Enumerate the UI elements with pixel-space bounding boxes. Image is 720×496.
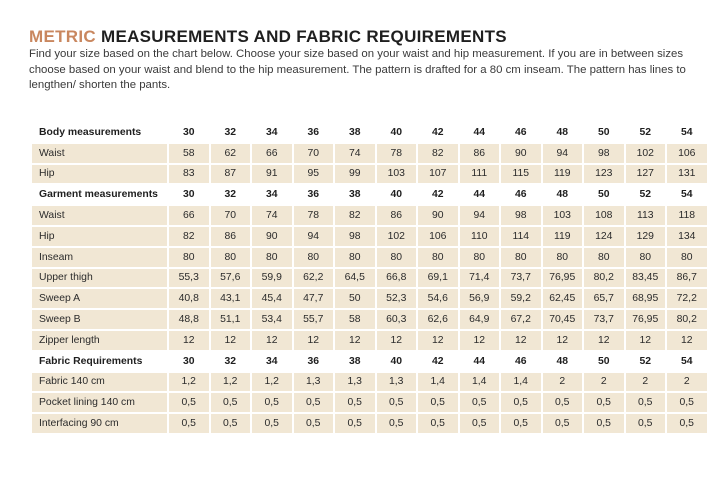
- value-cell: 0,5: [211, 414, 251, 433]
- size-header-cell: 52: [639, 126, 652, 138]
- value-cell: 62: [211, 144, 251, 163]
- size-header-cell: 48: [556, 189, 569, 201]
- value-cell: 98: [335, 227, 375, 246]
- row-label: Inseam: [32, 248, 167, 267]
- value-cell: 12: [252, 331, 292, 350]
- value-cell: 40,8: [169, 289, 209, 308]
- size-header-cell: 46: [514, 189, 527, 201]
- value-cell: 67,2: [501, 310, 541, 329]
- section-header-garment-measurements: [32, 185, 707, 204]
- row-label: Zipper length: [32, 331, 167, 350]
- value-cell: 123: [584, 165, 624, 184]
- value-cell: 1,3: [377, 373, 417, 392]
- value-cell: 103: [377, 165, 417, 184]
- value-cell: 76,95: [543, 269, 583, 288]
- value-cell: 0,5: [335, 393, 375, 412]
- value-cell: 66: [169, 206, 209, 225]
- value-cell: 58: [335, 310, 375, 329]
- row-label: Upper thigh: [32, 269, 167, 288]
- value-cell: 129: [626, 227, 666, 246]
- table-row: [32, 414, 707, 433]
- value-cell: 0,5: [252, 393, 292, 412]
- section-header-fabric-requirements: [32, 352, 707, 371]
- size-header-cell: 44: [473, 189, 486, 201]
- value-cell: 80: [169, 248, 209, 267]
- value-cell: 98: [584, 144, 624, 163]
- value-cell: 80: [584, 248, 624, 267]
- value-cell: 66,8: [377, 269, 417, 288]
- value-cell: 113: [626, 206, 666, 225]
- value-cell: 45,4: [252, 289, 292, 308]
- row-label: Hip: [32, 165, 167, 184]
- row-label: Sweep A: [32, 289, 167, 308]
- size-header-cell: 36: [307, 355, 320, 367]
- value-cell: 0,5: [543, 414, 583, 433]
- value-cell: 62,2: [294, 269, 334, 288]
- value-cell: 98: [501, 206, 541, 225]
- value-cell: 0,5: [294, 393, 334, 412]
- size-header-cell: 54: [680, 355, 693, 367]
- size-header-cell: 30: [182, 189, 195, 201]
- size-header-cell: 42: [431, 355, 444, 367]
- row-label: Sweep B: [32, 310, 167, 329]
- value-cell: 65,7: [584, 289, 624, 308]
- value-cell: 1,4: [460, 373, 500, 392]
- value-cell: 51,1: [211, 310, 251, 329]
- value-cell: 55,3: [169, 269, 209, 288]
- value-cell: 1,2: [211, 373, 251, 392]
- size-header-cell: 38: [348, 355, 361, 367]
- value-cell: 80: [543, 248, 583, 267]
- size-header-cell: 36: [307, 126, 320, 138]
- page-title: [29, 27, 507, 47]
- value-cell: 56,9: [460, 289, 500, 308]
- table-row: [32, 331, 707, 350]
- value-cell: 107: [418, 165, 458, 184]
- size-header-cell: 30: [182, 126, 195, 138]
- size-header-cell: 30: [182, 355, 195, 367]
- value-cell: 50: [335, 289, 375, 308]
- value-cell: 82: [335, 206, 375, 225]
- value-cell: 99: [335, 165, 375, 184]
- value-cell: 106: [667, 144, 707, 163]
- value-cell: 0,5: [335, 414, 375, 433]
- value-cell: 0,5: [211, 393, 251, 412]
- size-header-cell: 34: [265, 126, 278, 138]
- value-cell: 12: [584, 331, 624, 350]
- value-cell: 80: [501, 248, 541, 267]
- value-cell: 124: [584, 227, 624, 246]
- table-row: [32, 248, 707, 267]
- value-cell: 2: [626, 373, 666, 392]
- value-cell: 86: [211, 227, 251, 246]
- size-chart-table: [30, 121, 709, 435]
- size-header-cell: 42: [431, 189, 444, 201]
- table-row: [32, 144, 707, 163]
- value-cell: 60,3: [377, 310, 417, 329]
- value-cell: 64,9: [460, 310, 500, 329]
- value-cell: 83,45: [626, 269, 666, 288]
- value-cell: 94: [543, 144, 583, 163]
- value-cell: 0,5: [667, 414, 707, 433]
- size-header-cell: 46: [514, 355, 527, 367]
- row-label: Fabric 140 cm: [32, 373, 167, 392]
- size-header-cell: 38: [348, 189, 361, 201]
- value-cell: 12: [460, 331, 500, 350]
- value-cell: 106: [418, 227, 458, 246]
- size-header-cell: 32: [224, 126, 237, 138]
- value-cell: 80: [252, 248, 292, 267]
- value-cell: 80: [377, 248, 417, 267]
- value-cell: 0,5: [584, 393, 624, 412]
- table-row: [32, 206, 707, 225]
- row-label: Waist: [32, 206, 167, 225]
- value-cell: 72,2: [667, 289, 707, 308]
- value-cell: 119: [543, 165, 583, 184]
- value-cell: 80: [294, 248, 334, 267]
- value-cell: 102: [626, 144, 666, 163]
- value-cell: 12: [211, 331, 251, 350]
- value-cell: 90: [252, 227, 292, 246]
- value-cell: 71,4: [460, 269, 500, 288]
- size-header-cell: 52: [639, 189, 652, 201]
- value-cell: 12: [501, 331, 541, 350]
- value-cell: 94: [460, 206, 500, 225]
- value-cell: 54,6: [418, 289, 458, 308]
- table-row: [32, 310, 707, 329]
- value-cell: 78: [294, 206, 334, 225]
- table-row: [32, 269, 707, 288]
- section-title: Fabric Requirements: [39, 355, 143, 367]
- value-cell: 0,5: [252, 414, 292, 433]
- value-cell: 12: [543, 331, 583, 350]
- value-cell: 70: [294, 144, 334, 163]
- size-header-cell: 42: [431, 126, 444, 138]
- value-cell: 80: [335, 248, 375, 267]
- value-cell: 62,6: [418, 310, 458, 329]
- value-cell: 53,4: [252, 310, 292, 329]
- value-cell: 12: [626, 331, 666, 350]
- value-cell: 68,95: [626, 289, 666, 308]
- value-cell: 70,45: [543, 310, 583, 329]
- value-cell: 73,7: [501, 269, 541, 288]
- title-accent: METRIC: [29, 27, 96, 46]
- value-cell: 62,45: [543, 289, 583, 308]
- value-cell: 1,4: [501, 373, 541, 392]
- section-title: Body measurements: [39, 126, 142, 138]
- value-cell: 115: [501, 165, 541, 184]
- table-row: [32, 373, 707, 392]
- size-header-cell: 36: [307, 189, 320, 201]
- row-label: Hip: [32, 227, 167, 246]
- value-cell: 55,7: [294, 310, 334, 329]
- value-cell: 111: [460, 165, 500, 184]
- section-header-body-measurements: [32, 123, 707, 142]
- table-row: [32, 165, 707, 184]
- value-cell: 0,5: [543, 393, 583, 412]
- value-cell: 80: [211, 248, 251, 267]
- value-cell: 76,95: [626, 310, 666, 329]
- value-cell: 58: [169, 144, 209, 163]
- value-cell: 0,5: [377, 414, 417, 433]
- value-cell: 90: [418, 206, 458, 225]
- value-cell: 57,6: [211, 269, 251, 288]
- value-cell: 131: [667, 165, 707, 184]
- value-cell: 73,7: [584, 310, 624, 329]
- value-cell: 1,4: [418, 373, 458, 392]
- size-header-cell: 40: [390, 126, 403, 138]
- intro-text: Find your size based on the chart below. Choose your size based on your waist and hip measurement. If you are in between sizes choose based on your waist and blend to the hip measurement. The pattern is drafted for a 80 cm inseam. The pattern has lines to lengthen/ shorten the pants.: [29, 48, 686, 91]
- value-cell: 0,5: [501, 393, 541, 412]
- value-cell: 82: [418, 144, 458, 163]
- value-cell: 0,5: [667, 393, 707, 412]
- value-cell: 70: [211, 206, 251, 225]
- value-cell: 2: [584, 373, 624, 392]
- value-cell: 114: [501, 227, 541, 246]
- value-cell: 48,8: [169, 310, 209, 329]
- size-header-cell: 32: [224, 355, 237, 367]
- size-header-cell: 40: [390, 189, 403, 201]
- table-row: [32, 393, 707, 412]
- value-cell: 134: [667, 227, 707, 246]
- size-header-cell: 50: [597, 126, 610, 138]
- value-cell: 0,5: [501, 414, 541, 433]
- value-cell: 0,5: [169, 414, 209, 433]
- value-cell: 0,5: [418, 393, 458, 412]
- value-cell: 1,2: [252, 373, 292, 392]
- size-header-cell: 34: [265, 189, 278, 201]
- section-title: Garment measurements: [39, 189, 158, 201]
- value-cell: 80: [667, 248, 707, 267]
- value-cell: 0,5: [294, 414, 334, 433]
- value-cell: 119: [543, 227, 583, 246]
- value-cell: 87: [211, 165, 251, 184]
- value-cell: 1,2: [169, 373, 209, 392]
- value-cell: 47,7: [294, 289, 334, 308]
- value-cell: 0,5: [377, 393, 417, 412]
- title-rest: MEASUREMENTS AND FABRIC REQUIREMENTS: [95, 27, 507, 46]
- value-cell: 80,2: [584, 269, 624, 288]
- value-cell: 0,5: [584, 414, 624, 433]
- value-cell: 74: [252, 206, 292, 225]
- value-cell: 12: [377, 331, 417, 350]
- value-cell: 12: [418, 331, 458, 350]
- value-cell: 74: [335, 144, 375, 163]
- table-row: [32, 227, 707, 246]
- value-cell: 83: [169, 165, 209, 184]
- value-cell: 0,5: [460, 393, 500, 412]
- size-header-cell: 38: [348, 126, 361, 138]
- value-cell: 1,3: [294, 373, 334, 392]
- value-cell: 52,3: [377, 289, 417, 308]
- value-cell: 103: [543, 206, 583, 225]
- value-cell: 127: [626, 165, 666, 184]
- value-cell: 94: [294, 227, 334, 246]
- value-cell: 66: [252, 144, 292, 163]
- value-cell: 86: [460, 144, 500, 163]
- value-cell: 110: [460, 227, 500, 246]
- value-cell: 80: [418, 248, 458, 267]
- value-cell: 86: [377, 206, 417, 225]
- value-cell: 12: [335, 331, 375, 350]
- value-cell: 12: [169, 331, 209, 350]
- value-cell: 64,5: [335, 269, 375, 288]
- value-cell: 2: [667, 373, 707, 392]
- value-cell: 69,1: [418, 269, 458, 288]
- row-label: Interfacing 90 cm: [32, 414, 167, 433]
- size-header-cell: 52: [639, 355, 652, 367]
- size-header-cell: 50: [597, 189, 610, 201]
- size-header-cell: 40: [390, 355, 403, 367]
- row-label: Waist: [32, 144, 167, 163]
- value-cell: 82: [169, 227, 209, 246]
- value-cell: 0,5: [626, 393, 666, 412]
- size-header-cell: 48: [556, 355, 569, 367]
- size-header-cell: 32: [224, 189, 237, 201]
- value-cell: 108: [584, 206, 624, 225]
- size-header-cell: 44: [473, 355, 486, 367]
- value-cell: 12: [667, 331, 707, 350]
- value-cell: 118: [667, 206, 707, 225]
- size-header-cell: 44: [473, 126, 486, 138]
- size-header-cell: 54: [680, 189, 693, 201]
- value-cell: 1,3: [335, 373, 375, 392]
- value-cell: 102: [377, 227, 417, 246]
- value-cell: 59,2: [501, 289, 541, 308]
- value-cell: 0,5: [626, 414, 666, 433]
- value-cell: 12: [294, 331, 334, 350]
- value-cell: 90: [501, 144, 541, 163]
- value-cell: 91: [252, 165, 292, 184]
- value-cell: 80,2: [667, 310, 707, 329]
- value-cell: 80: [626, 248, 666, 267]
- table-row: [32, 289, 707, 308]
- row-label: Pocket lining 140 cm: [32, 393, 167, 412]
- value-cell: 0,5: [418, 414, 458, 433]
- value-cell: 80: [460, 248, 500, 267]
- value-cell: 2: [543, 373, 583, 392]
- value-cell: 95: [294, 165, 334, 184]
- value-cell: 0,5: [460, 414, 500, 433]
- value-cell: 78: [377, 144, 417, 163]
- size-header-cell: 34: [265, 355, 278, 367]
- value-cell: 0,5: [169, 393, 209, 412]
- size-header-cell: 50: [597, 355, 610, 367]
- size-header-cell: 46: [514, 126, 527, 138]
- value-cell: 86,7: [667, 269, 707, 288]
- size-header-cell: 54: [680, 126, 693, 138]
- size-header-cell: 48: [556, 126, 569, 138]
- value-cell: 43,1: [211, 289, 251, 308]
- value-cell: 59,9: [252, 269, 292, 288]
